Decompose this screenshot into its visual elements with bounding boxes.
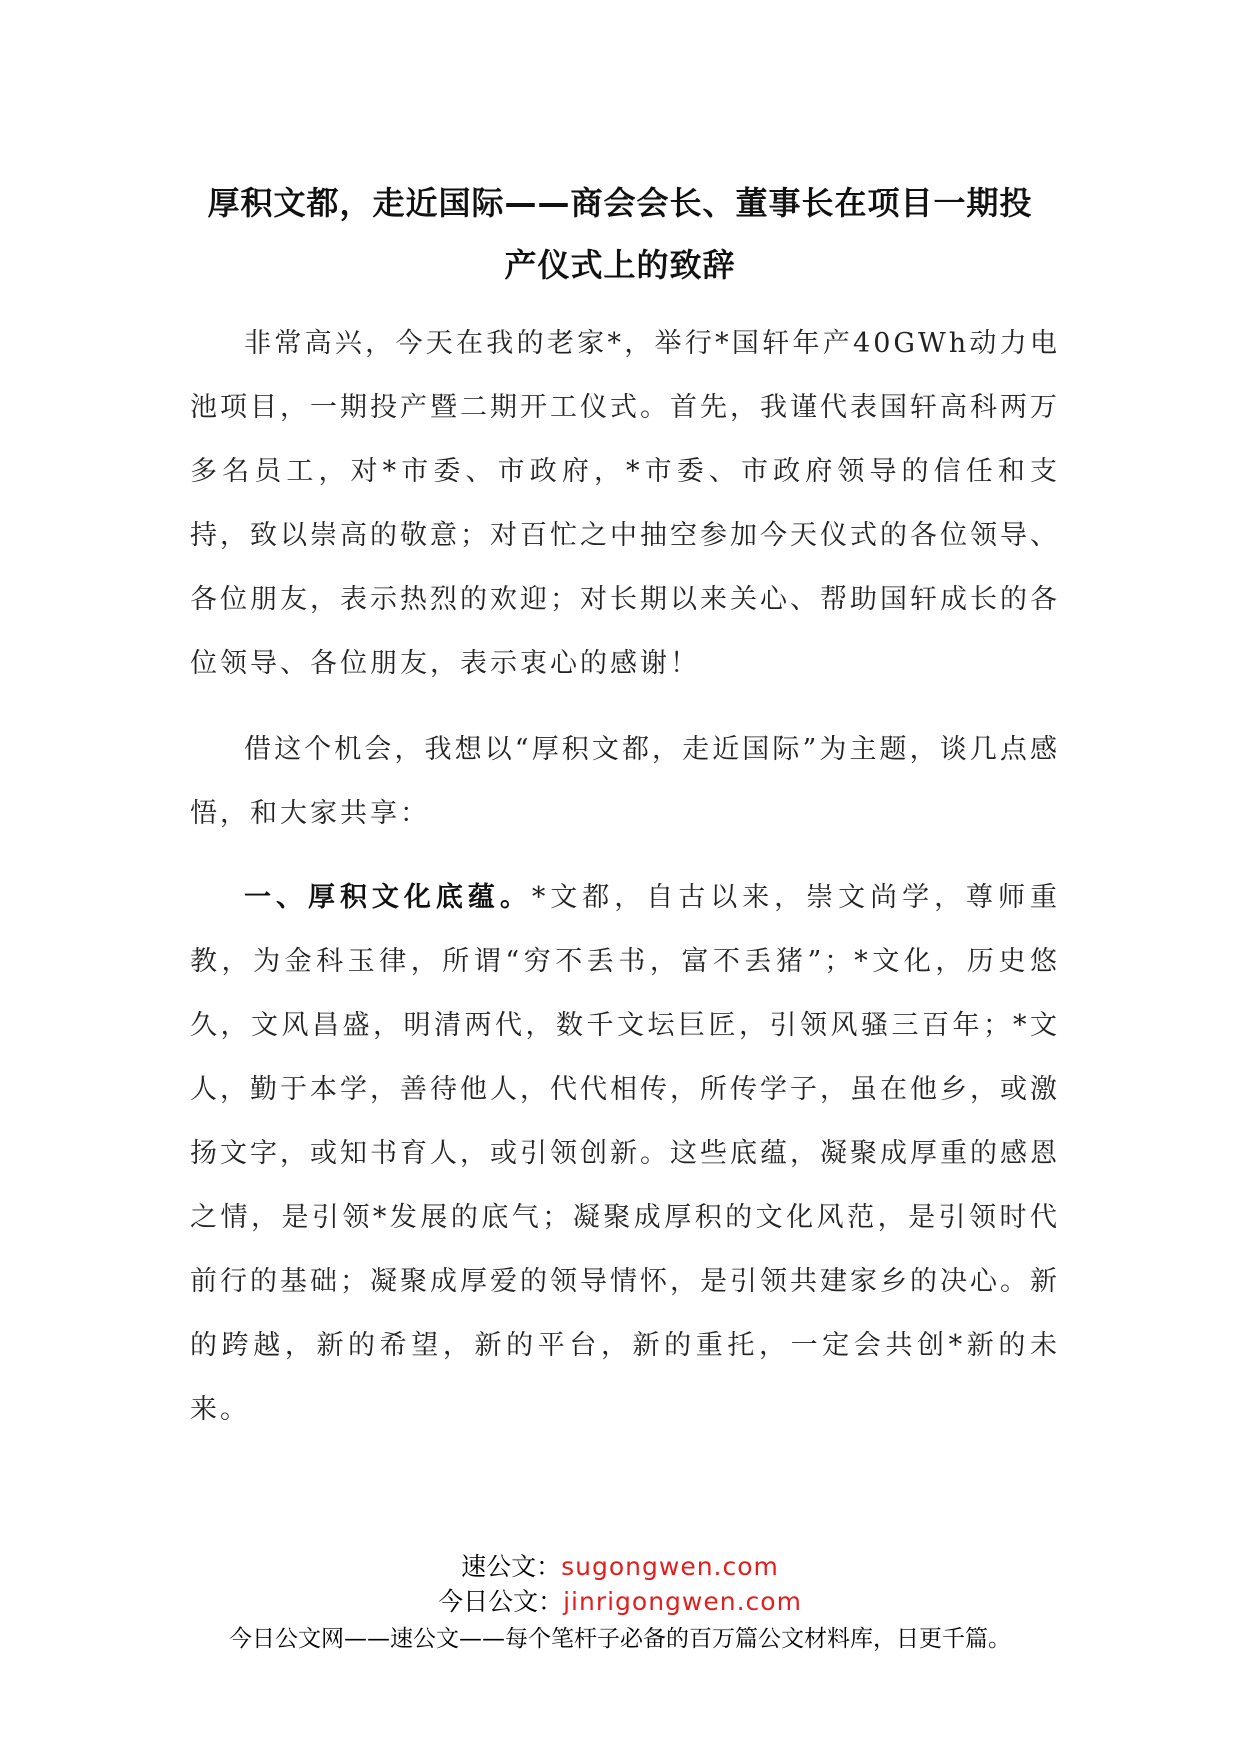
section-1-block: [190, 866, 1060, 1442]
section-1-heading: 一、厚积文化底蕴。: [244, 882, 532, 913]
footer-label-jinrigongwen: 今日公文：: [438, 1587, 564, 1616]
document-title-line-1: 厚积文都，走近国际——商会会长、董事长在项目一期投: [207, 184, 1033, 222]
footer-link-sugongwen[interactable]: sugongwen.com: [561, 1552, 779, 1581]
footer-slogan: 今日公文网——速公文——每个笔杆子必备的百万篇公文材料库，日更千篇。: [229, 1626, 1011, 1652]
footer-line-jinrigongwen: [0, 1582, 1240, 1618]
paragraph-theme: 借这个机会，我想以“厚积文都，走近国际”为主题，谈几点感悟，和大家共享：: [190, 734, 1060, 829]
footer-label-sugongwen: 速公文：: [461, 1552, 562, 1581]
theme-paragraph-block: [190, 718, 1060, 846]
paragraph-opening: 非常高兴，今天在我的老家*，举行*国轩年产40GWh动力电池项目，一期投产暨二期开工仪式。首先，我谨代表国轩高科两万多名员工，对*市委、市政府，*市委、市政府领导的信任和支持，致以崇高的敬意；对百忙之中抽空参加今天仪式的各位领导、各位朋友，表示热烈的欢迎；对长期以来关心、帮助国轩成长的各位领导、各位朋友，表示衷心的感谢！: [190, 328, 1060, 679]
footer-link-jinrigongwen[interactable]: jinrigongwen.com: [563, 1587, 802, 1616]
section-1-text: *文都，自古以来，崇文尚学，尊师重教，为金科玉律，所谓“穷不丢书，富不丢猪”；*文化，历史悠久，文风昌盛，明清两代，数千文坛巨匠，引领风骚三百年；*文人，勤于本学，善待他人，代代相传，所传学子，虽在他乡，或激扬文字，或知书育人，或引领创新。这些底蕴，凝聚成厚重的感恩之情，是引领*发展的底气；凝聚成厚积的文化风范，是引领时代前行的基础；凝聚成厚爱的领导情怀，是引领共建家乡的决心。新的跨越，新的希望，新的平台，新的重托，一定会共创*新的未来。: [190, 882, 1061, 1425]
footer-line-sugongwen: [0, 1547, 1240, 1583]
section-1-paragraph: [190, 866, 1060, 1442]
opening-paragraph-block: [190, 312, 1060, 696]
document-title-line-2: 产仪式上的致辞: [504, 246, 736, 284]
